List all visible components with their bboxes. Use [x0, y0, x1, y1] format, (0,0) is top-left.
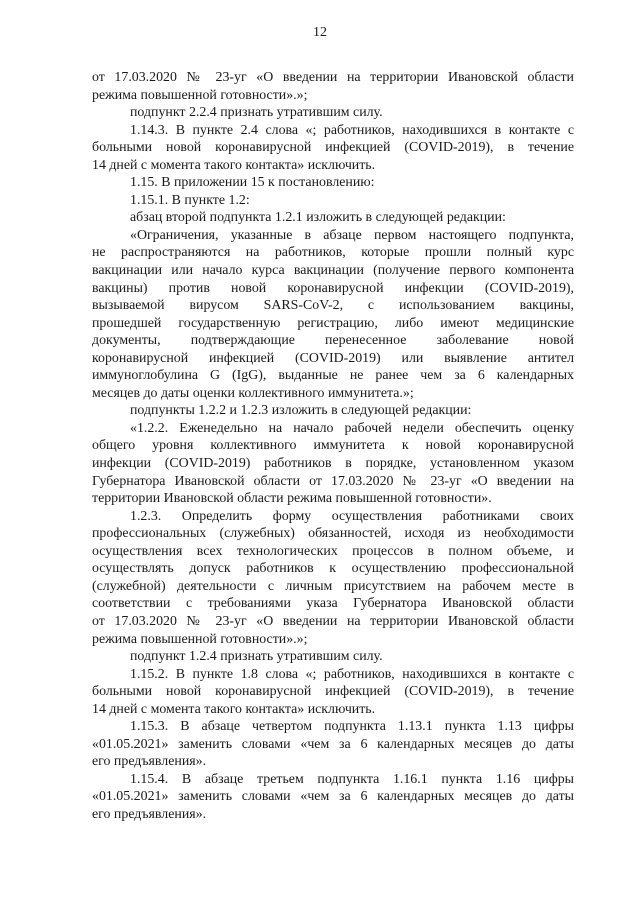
text-line: 1.15.4. В абзаце третьем подпункта 1.16.1 пункта 1.16 цифры [130, 771, 574, 787]
text-line: «01.05.2021» заменить словами «чем за 6 календарных месяцев до даты [92, 789, 574, 805]
text-line: (служебной) деятельности с личным присутствием на рабочем месте в [92, 578, 574, 594]
text-line: общего уровня коллективного иммунитета к новой коронавирусной [92, 438, 574, 454]
text-line: подпункт 2.2.4 признать утратившим силу. [130, 105, 383, 121]
text-line: 1.15.1. В пункте 1.2: [130, 192, 250, 208]
text-line: абзац второй подпункта 1.2.1 изложить в следующей редакции: [130, 210, 506, 226]
text-line: режима повышенной готовности».»; [92, 87, 308, 103]
text-line: режима повышенной готовности».»; [92, 631, 308, 647]
text-line: «Ограничения, указанные в абзаце первом настоящего подпункта, [130, 227, 574, 243]
text-line: 1.15. В приложении 15 к постановлению: [130, 175, 375, 191]
text-line: вакцины) против новой коронавирусной инфекции (COVID-2019), [92, 280, 574, 296]
text-line: 1.15.3. В абзаце четвертом подпункта 1.13.1 пункта 1.13 цифры [130, 719, 574, 735]
text-line: «01.05.2021» заменить словами «чем за 6 календарных месяцев до даты [92, 736, 574, 752]
text-line: 1.15.2. В пункте 1.8 слова «; работников, находившихся в контакте с [130, 666, 574, 682]
text-line: от 17.03.2020 № 23-уг «О введении на территории Ивановской области [92, 613, 574, 629]
text-line: подпункт 1.2.4 признать утратившим силу. [130, 649, 383, 665]
text-line: Губернатора Ивановской области от 17.03.2020 № 23-уг «О введении на [92, 473, 574, 489]
text-line: соответствии с требованиями указа Губернатора Ивановской области [92, 596, 574, 612]
text-line: вакцинации или начало курса вакцинации (получение первого компонента [92, 263, 574, 279]
text-line: коронавирусной инфекцией (COVID-2019) или выявление антител [92, 350, 574, 366]
text-line: не распространяются на работников, которые прошли полный курс [92, 245, 574, 261]
text-line: 14 дней с момента такого контакта» исключить. [92, 157, 376, 173]
text-line: «1.2.2. Еженедельно на начало рабочей недели обеспечить оценку [130, 420, 574, 436]
text-line: больными новой коронавирусной инфекцией (COVID-2019), в течение [92, 140, 574, 156]
text-line: месяцев до даты оценки коллективного иммунитета.»; [92, 385, 414, 401]
text-line: документы, подтверждающие перенесенное заболевание новой [92, 333, 574, 349]
document-body [92, 69, 574, 824]
text-line: подпункты 1.2.2 и 1.2.3 изложить в следующей редакции: [130, 403, 472, 419]
text-line: 1.14.3. В пункте 2.4 слова «; работников, находившихся в контакте с [130, 122, 574, 138]
page-number: 12 [313, 25, 327, 40]
text-line: инфекции (COVID-2019) работников в порядке, установленном указом [92, 456, 574, 472]
text-line: профессиональных (служебных) обязанностей, исходя из необходимости [92, 526, 574, 542]
text-line: 1.2.3. Определить форму осуществления работниками своих [130, 508, 574, 524]
text-line: территории Ивановской области режима повышенной готовности». [92, 491, 492, 507]
text-line: его предъявления». [92, 806, 207, 822]
text-line: вызываемой вирусом SARS-CoV-2, с использованием вакцины, [92, 298, 574, 314]
text-line: его предъявления». [92, 754, 207, 770]
text-line: осуществлять допуск работников к осуществлению профессиональной [92, 561, 574, 577]
text-line: от 17.03.2020 № 23-уг «О введении на территории Ивановской области [92, 70, 574, 85]
text-line: осуществления всех технологических процессов в полном объеме, и [92, 543, 574, 559]
text-line: прошедшей государственную регистрацию, либо имеют медицинские [92, 315, 574, 331]
text-line: иммуноглобулина G (IgG), выданные не ранее чем за 6 календарных [92, 368, 574, 384]
text-line: 14 дней с момента такого контакта» исключить. [92, 701, 376, 717]
text-line: больными новой коронавирусной инфекцией (COVID-2019), в течение [92, 684, 574, 700]
